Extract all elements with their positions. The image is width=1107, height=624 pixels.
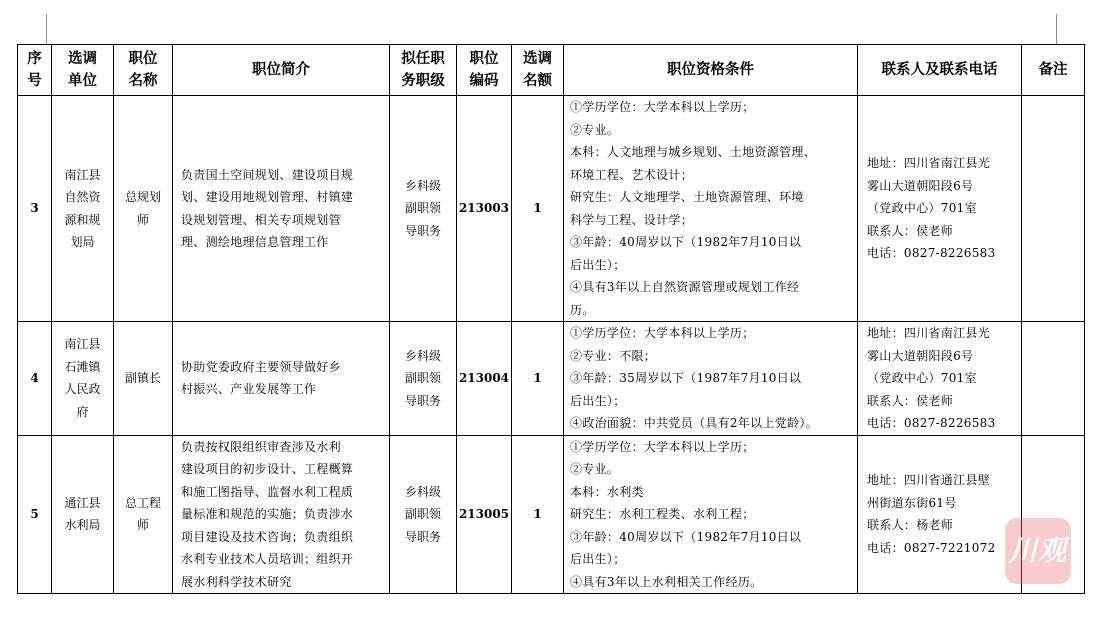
cell-conditions-line: ②专业：不限； (570, 348, 657, 363)
header-text: 序 (27, 51, 42, 67)
cell-no: 4 (18, 322, 52, 436)
table-row (18, 322, 1085, 436)
cell-note (1022, 322, 1085, 436)
cell-contact-line: 雾山大道朝阳段6号 (867, 178, 974, 193)
cell-contact-line: （党政中心）701室 (867, 201, 977, 216)
header-text: 务职级 (401, 73, 445, 89)
cell-conditions (564, 435, 858, 594)
header-quota (512, 45, 564, 96)
header-text: 联系人及联系电话 (881, 62, 998, 78)
cell-contact-line: 地址：四川省南江县光 (867, 326, 991, 340)
cell-intro-line: 划、建设用地规划管理、村镇建 (181, 190, 354, 204)
cell-unit (52, 96, 114, 322)
cell-conditions-line: ②专业。 (570, 462, 620, 476)
cell-level-line: 导职务 (404, 393, 441, 408)
header-code (457, 45, 512, 96)
header-text: 职位资格条件 (667, 62, 754, 78)
cell-conditions-line: ①学历学位：大学本科以上学历； (570, 326, 755, 340)
cell-level-line: 导职务 (404, 223, 441, 238)
cell-title-line: 师 (136, 518, 149, 533)
header-text: 号 (27, 73, 42, 89)
cell-conditions-line: 环境工程、艺术设计； (570, 167, 694, 182)
cell-conditions (564, 322, 858, 436)
cell-conditions (564, 96, 858, 322)
cell-title-line: 副镇长 (124, 371, 161, 385)
header-text: 选调 (523, 51, 552, 67)
cell-unit-line: 划局 (70, 235, 95, 249)
cell-intro (173, 96, 390, 322)
cell-title (114, 322, 173, 436)
cell-conditions-line: ④政治面貌：中共党员（具有2年以上党龄）。 (570, 416, 818, 430)
crop-mark-left (46, 14, 47, 44)
cell-intro-line: 和施工图指导、监督水利工程质 (181, 484, 354, 499)
cell-quota: 1 (512, 322, 564, 436)
cell-conditions-line: ①学历学位：大学本科以上学历； (570, 100, 755, 114)
table-row (18, 435, 1085, 594)
cell-intro-line: 水利专业技术人员培训；组织开 (181, 552, 354, 566)
cell-quota: 1 (512, 435, 564, 594)
chuanguan-watermark-logo: 川观 (1005, 518, 1071, 584)
header-text: 职位简介 (252, 62, 310, 78)
cell-intro-line: 协助党委政府主要领导做好乡 (181, 359, 341, 374)
cell-unit-line: 南江县 (64, 337, 101, 352)
cell-intro-line: 项目建设及技术咨询；负责组织 (181, 529, 354, 544)
header-text: 名称 (128, 73, 158, 89)
cell-contact (858, 322, 1022, 436)
cell-contact-line: （党政中心）701室 (867, 371, 977, 385)
cell-conditions-line: 后出生）； (570, 393, 626, 408)
cell-conditions-line: 研究生：水利工程类、水利工程； (570, 507, 755, 521)
cell-unit-line: 水利局 (64, 518, 101, 533)
cell-title (114, 96, 173, 322)
crop-mark-right (1056, 14, 1057, 44)
cell-unit-line: 石滩镇 (64, 359, 101, 374)
cell-contact-line: 电话：0827-7221072 (867, 540, 996, 555)
cell-unit-line: 自然资 (64, 190, 101, 204)
cell-contact (858, 96, 1022, 322)
cell-conditions-line: 本科：人文地理与城乡规划、土地资源管理、 (570, 145, 817, 159)
cell-intro (173, 322, 390, 436)
cell-conditions-line: ③年龄：35周岁以下（1987年7月10日以 (570, 371, 802, 385)
cell-unit-line: 源和规 (64, 212, 101, 227)
cell-quota: 1 (512, 96, 564, 322)
cell-level-line: 乡科级 (404, 178, 441, 193)
cell-conditions-line: ①学历学位：大学本科以上学历； (570, 439, 755, 454)
cell-conditions-line: 历。 (570, 302, 595, 317)
cell-intro-line: 理、测绘地理信息管理工作 (181, 235, 329, 249)
cell-conditions-line: ④具有3年以上水利相关工作经历。 (570, 574, 763, 589)
header-text: 编码 (469, 73, 499, 89)
cell-code: 213004 (457, 322, 512, 436)
cell-level (390, 96, 457, 322)
header-no (18, 45, 52, 96)
cell-no: 5 (18, 435, 52, 594)
header-conditions (564, 45, 858, 96)
cell-unit (52, 322, 114, 436)
cell-unit-line: 府 (76, 404, 89, 419)
header-unit (52, 45, 114, 96)
cell-contact-line: 联系人：侯老师 (867, 393, 954, 408)
cell-conditions-line: 科学与工程、设计学； (570, 212, 694, 227)
header-contact (858, 45, 1022, 96)
cell-intro-line: 展水利科学技术研究 (181, 574, 292, 589)
cell-unit-line: 南江县 (64, 167, 101, 182)
cell-conditions-line: 后出生）； (570, 257, 626, 272)
header-text: 职位 (128, 51, 158, 67)
cell-contact-line: 联系人：杨老师 (867, 518, 954, 533)
header-level (390, 45, 457, 96)
cell-intro-line: 设规划管理、相关专项规划管 (181, 212, 341, 227)
cell-no: 3 (18, 96, 52, 322)
cell-intro-line: 负责国土空间规划、建设项目规 (181, 167, 354, 182)
cell-level (390, 435, 457, 594)
cell-contact-line: 雾山大道朝阳段6号 (867, 348, 974, 363)
cell-conditions-line: ④具有3年以上自然资源管理或规划工作经 (570, 280, 800, 294)
header-text: 备注 (1038, 62, 1068, 78)
cell-level (390, 322, 457, 436)
cell-unit-line: 通江县 (64, 495, 101, 510)
cell-level-line: 副职领 (404, 201, 441, 216)
header-row (18, 45, 1085, 96)
cell-note (1022, 96, 1085, 322)
cell-intro-line: 负责按权限组织审查涉及水利 (181, 439, 341, 454)
cell-intro (173, 435, 390, 594)
cell-level-line: 副职领 (404, 371, 441, 385)
header-text: 职位 (469, 51, 499, 67)
header-text: 拟任职 (401, 51, 445, 67)
header-text: 名额 (523, 73, 552, 89)
cell-intro-line: 建设项目的初步设计、工程概算 (181, 462, 354, 476)
cell-contact-line: 州街道东街61号 (867, 495, 957, 510)
cell-title-line: 总规划 (124, 190, 161, 204)
header-note (1022, 45, 1085, 96)
cell-intro-line: 村振兴、产业发展等工作 (181, 382, 317, 397)
cell-contact (858, 435, 1022, 594)
cell-unit (52, 435, 114, 594)
header-title (114, 45, 173, 96)
cell-level-line: 副职领 (404, 507, 441, 521)
cell-contact-line: 电话：0827-8226583 (867, 416, 996, 430)
cell-contact-line: 地址：四川省南江县光 (867, 156, 991, 171)
header-text: 单位 (68, 73, 97, 89)
cell-conditions-line: 研究生：人文地理学、土地资源管理、环境 (570, 190, 804, 204)
table-body (18, 96, 1085, 594)
cell-unit-line: 人民政 (64, 382, 101, 397)
cell-conditions-line: 后出生）； (570, 552, 626, 566)
cell-level-line: 乡科级 (404, 484, 441, 499)
cell-code: 213005 (457, 435, 512, 594)
cell-title (114, 435, 173, 594)
cell-contact-line: 联系人：侯老师 (867, 223, 954, 238)
cell-level-line: 乡科级 (404, 348, 441, 363)
cell-contact-line: 电话：0827-8226583 (867, 246, 996, 261)
cell-conditions-line: ③年龄：40周岁以下（1982年7月10日以 (570, 235, 802, 249)
cell-intro-line: 量标准和规范的实施；负责涉水 (181, 507, 354, 521)
position-table (17, 44, 1085, 594)
table-row (18, 96, 1085, 322)
cell-title-line: 师 (136, 212, 149, 227)
cell-conditions-line: ②专业。 (570, 122, 620, 137)
header-intro (173, 45, 390, 96)
cell-title-line: 总工程 (124, 495, 161, 510)
cell-conditions-line: ③年龄：40周岁以下（1982年7月10日以 (570, 529, 802, 544)
cell-conditions-line: 本科：水利类 (570, 484, 644, 499)
cell-contact-line: 地址：四川省通江县壁 (867, 473, 991, 488)
cell-level-line: 导职务 (404, 529, 441, 544)
header-text: 选调 (68, 51, 97, 67)
cell-code: 213003 (457, 96, 512, 322)
